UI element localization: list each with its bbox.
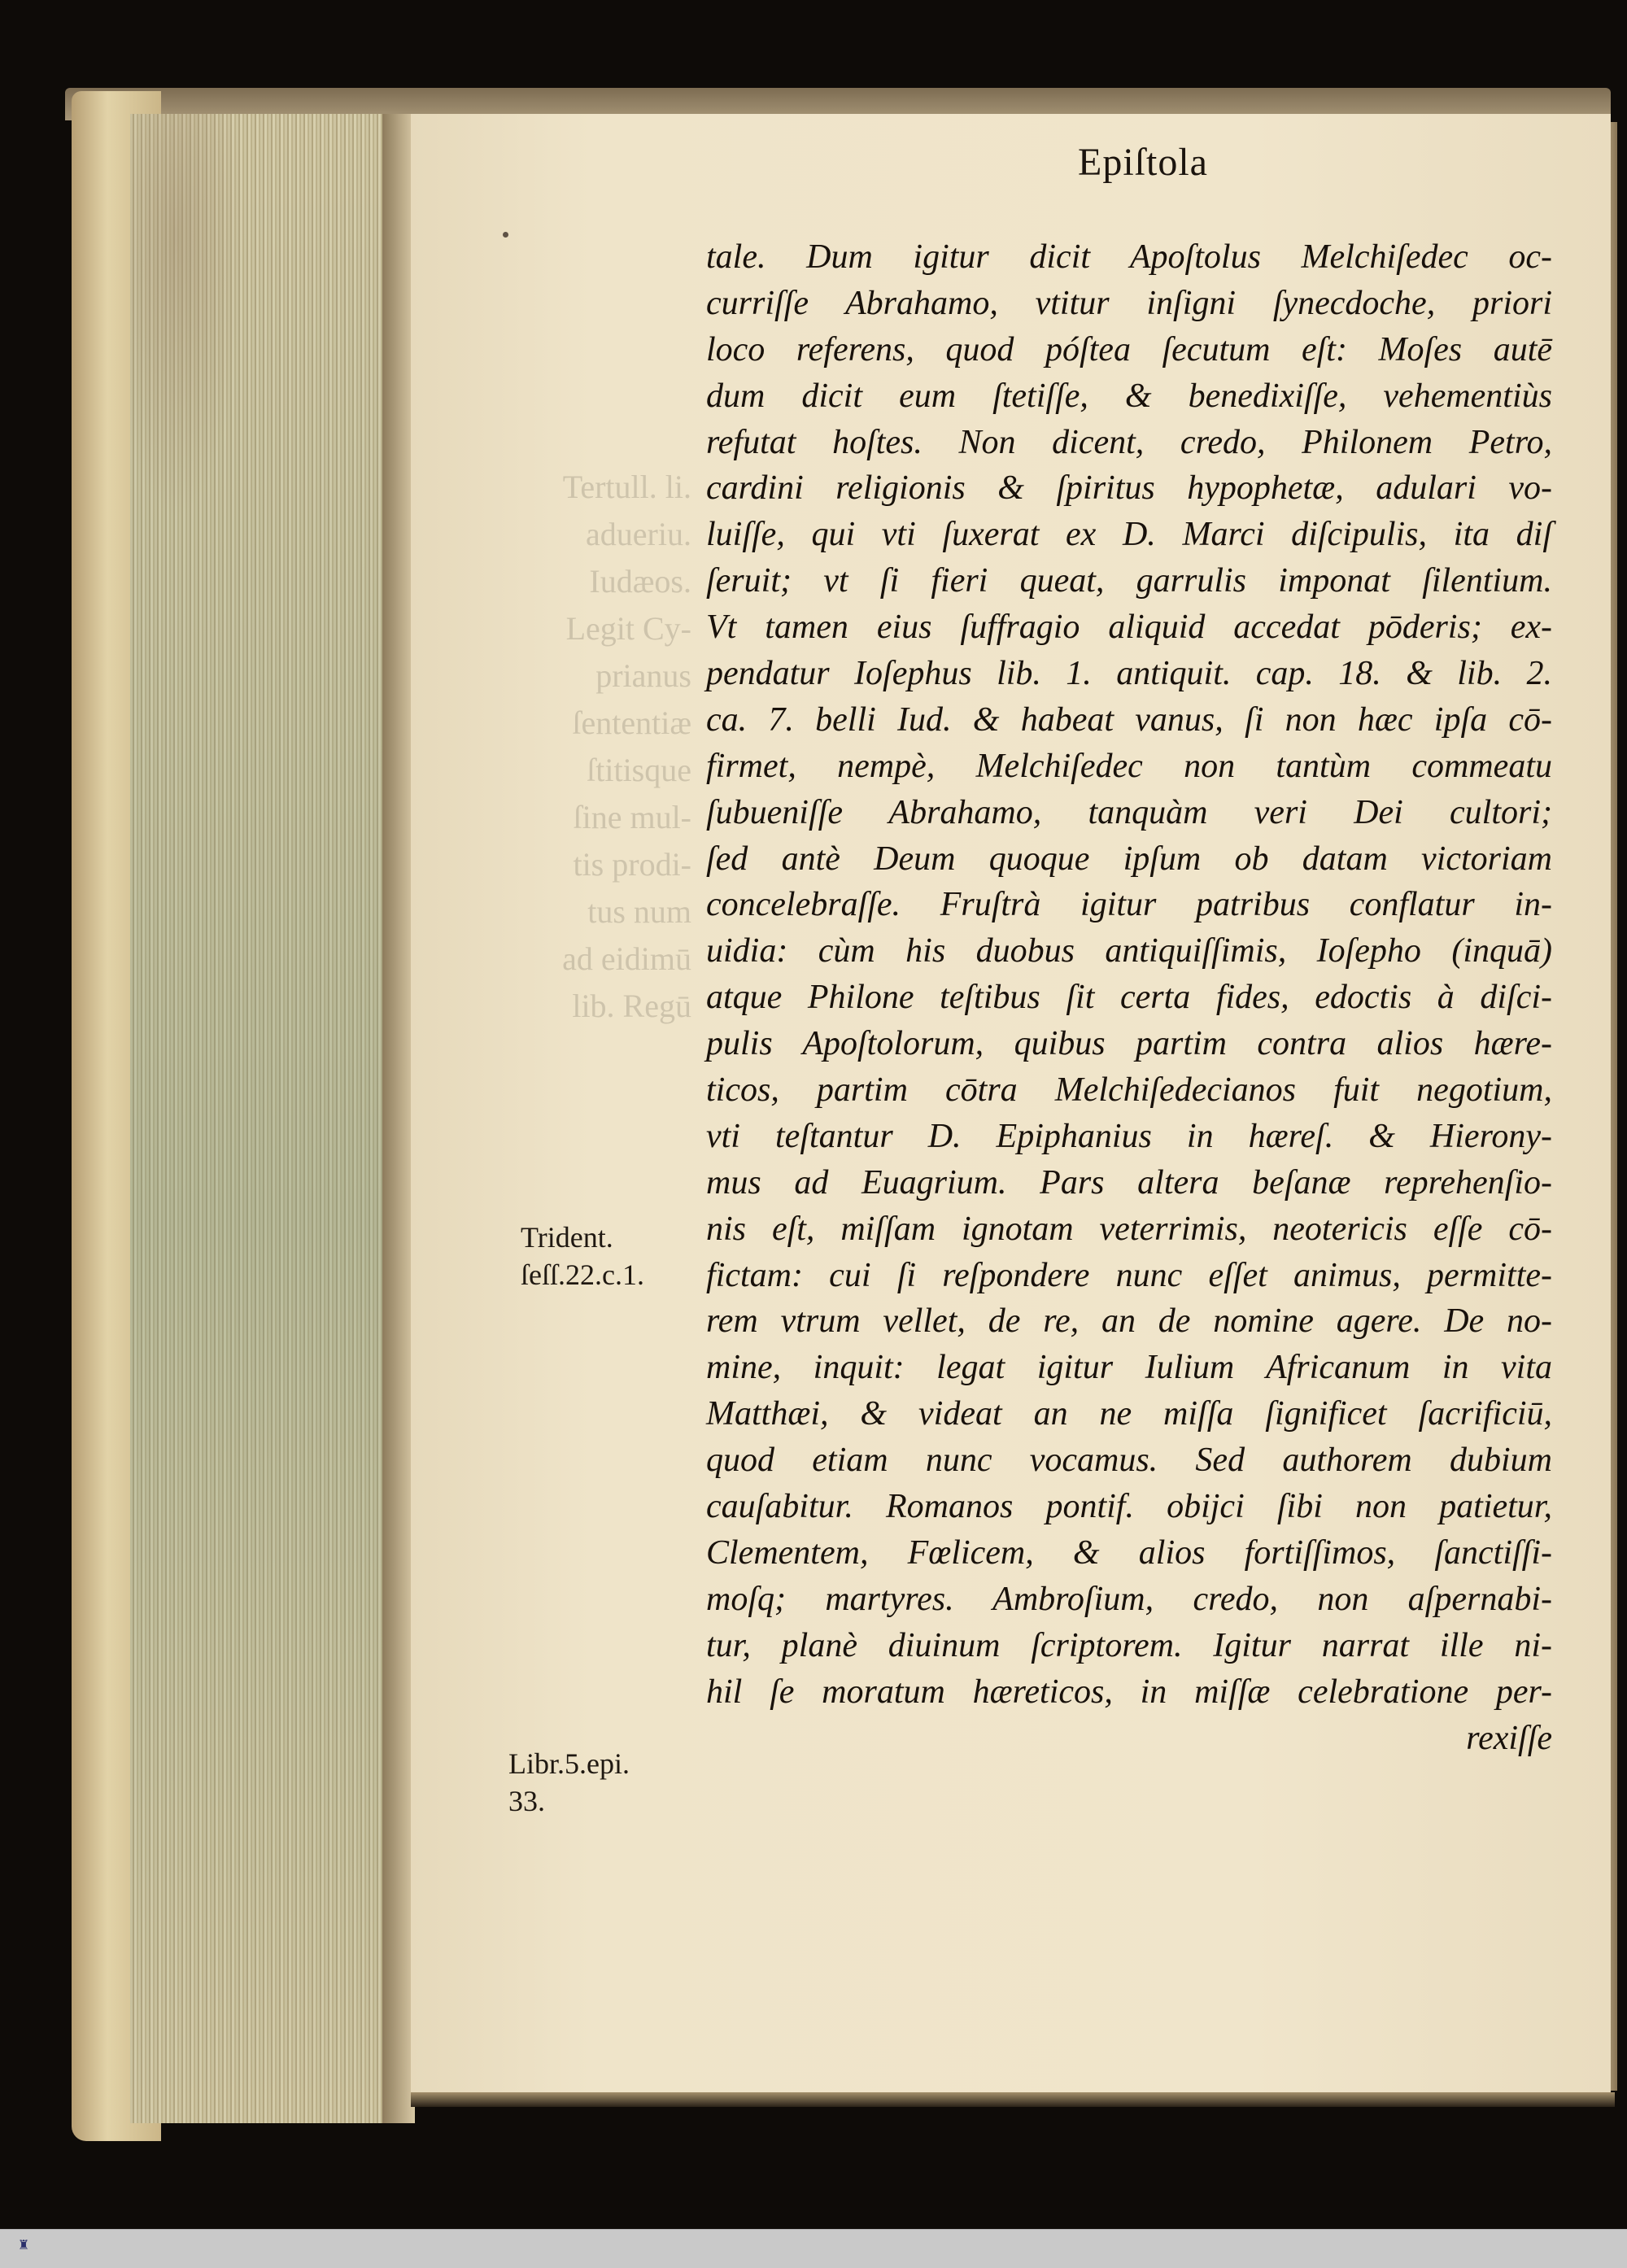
running-head: Epiſtola	[1078, 141, 1208, 184]
text-line: firmet, nempè, Melchiſedec non tantùm commeatu	[706, 747, 1552, 785]
margin-note-line: Trident.	[521, 1221, 613, 1254]
body-text	[706, 234, 1552, 1761]
text-line: vti teſtantur D. Epiphanius in hæreſ. & Hierony-	[706, 1117, 1552, 1155]
text-line: pulis Apoſtolorum, quibus partim contra alios hære-	[706, 1025, 1552, 1063]
text-line-catchword: rexiſſe	[1466, 1719, 1552, 1757]
text-line: atque Philone teſtibus ſit certa fides, edoctis à diſci-	[706, 979, 1552, 1017]
text-line: rem vtrum vellet, de re, an de nomine agere. De no-	[706, 1302, 1552, 1341]
page-gutter	[382, 114, 415, 2123]
text-line: loco referens, quod póſtea ſecutum eſt: Moſes autē	[706, 330, 1552, 369]
margin-note-line: ſeſſ.22.c.1.	[521, 1258, 644, 1291]
text-line: mus ad Euagrium. Pars altera beſanæ reprehenſio-	[706, 1163, 1552, 1202]
margin-note-line: 33.	[508, 1785, 545, 1817]
bleed-through-text: Tertull. li. adueriu. Iudæos. Legit Cy- prianus ſententiæ ſtitisque ſine mul- tis prodi- tus num ad eidimū lib. Regū	[562, 469, 691, 1024]
text-line: nis eſt, miſſam ignotam veterrimis, neotericis eſſe cō-	[706, 1210, 1552, 1248]
text-line: moſq; martyres. Ambroſium, credo, non aſpernabi-	[706, 1580, 1552, 1618]
text-line: hil ſe moratum hæreticos, in miſſæ celebratione per-	[706, 1673, 1552, 1711]
text-line: concelebraſſe. Fruſtrà igitur patribus conflatur in-	[706, 886, 1552, 924]
text-line: curriſſe Abrahamo, vtitur inſigni ſynecdoche, priori	[706, 284, 1552, 322]
margin-note-line: Libr.5.epi.	[508, 1747, 630, 1780]
text-line: Matthæi, & videat an ne miſſa ſignificet ſacrificiū,	[706, 1395, 1552, 1433]
text-line: Vt tamen eius ſuffragio aliquid accedat pōderis; ex-	[706, 608, 1552, 647]
ink-dot	[503, 232, 508, 238]
text-line: dum dicit eum ſtetiſſe, & benedixiſſe, vehementiùs	[706, 377, 1552, 415]
page-edges-block	[130, 114, 390, 2123]
text-line: ticos, partim cōtra Melchiſedecianos fuit negotium,	[706, 1071, 1552, 1110]
text-line: ca. 7. belli Iud. & habeat vanus, ſi non hæc ipſa cō-	[706, 700, 1552, 739]
text-line: cardini religionis & ſpiritus hypophetæ, adulari vo-	[706, 469, 1552, 508]
text-line: ſed antè Deum quoque ipſum ob datam victoriam	[706, 840, 1552, 878]
text-line: refutat hoſtes. Non dicent, credo, Philonem Petro,	[706, 423, 1552, 461]
text-line: luiſſe, qui vti ſuxerat ex D. Marci diſcipulis, ita diſ	[706, 516, 1552, 554]
margin-note-trident	[521, 1219, 644, 1293]
text-line: pendatur Ioſephus lib. 1. antiquit. cap. 18. & lib. 2.	[706, 655, 1552, 693]
text-line: cauſabitur. Romanos pontif. obijci ſibi non patietur,	[706, 1488, 1552, 1526]
text-line: uidia: cùm his duobus antiquiſſimis, Ioſepho (inquā)	[706, 932, 1552, 970]
margin-note-libr	[508, 1745, 630, 1820]
text-line: mine, inquit: legat igitur Iulium Africanum in vita	[706, 1349, 1552, 1387]
text-line: tale. Dum igitur dicit Apoſtolus Melchiſedec oc-	[706, 238, 1552, 276]
page-bottom-edge	[411, 2092, 1615, 2107]
text-line: Clementem, Fœlicem, & alios fortiſſimos, ſanctiſſi-	[706, 1533, 1552, 1572]
viewer-footer-bar	[0, 2229, 1627, 2268]
text-line: fictam: cui ſi reſpondere nunc eſſet animus, permitte-	[706, 1256, 1552, 1294]
text-line: tur, planè diuinum ſcriptorem. Igitur narrat ille ni-	[706, 1626, 1552, 1664]
text-line: ſubueniſſe Abrahamo, tanquàm veri Dei cultori;	[706, 793, 1552, 831]
text-line: ſeruit; vt ſi fieri queat, garrulis imponat ſilentium.	[706, 562, 1552, 600]
library-logo-icon: ♜	[17, 2237, 30, 2253]
text-line: quod etiam nunc vocamus. Sed authorem dubium	[706, 1441, 1552, 1480]
